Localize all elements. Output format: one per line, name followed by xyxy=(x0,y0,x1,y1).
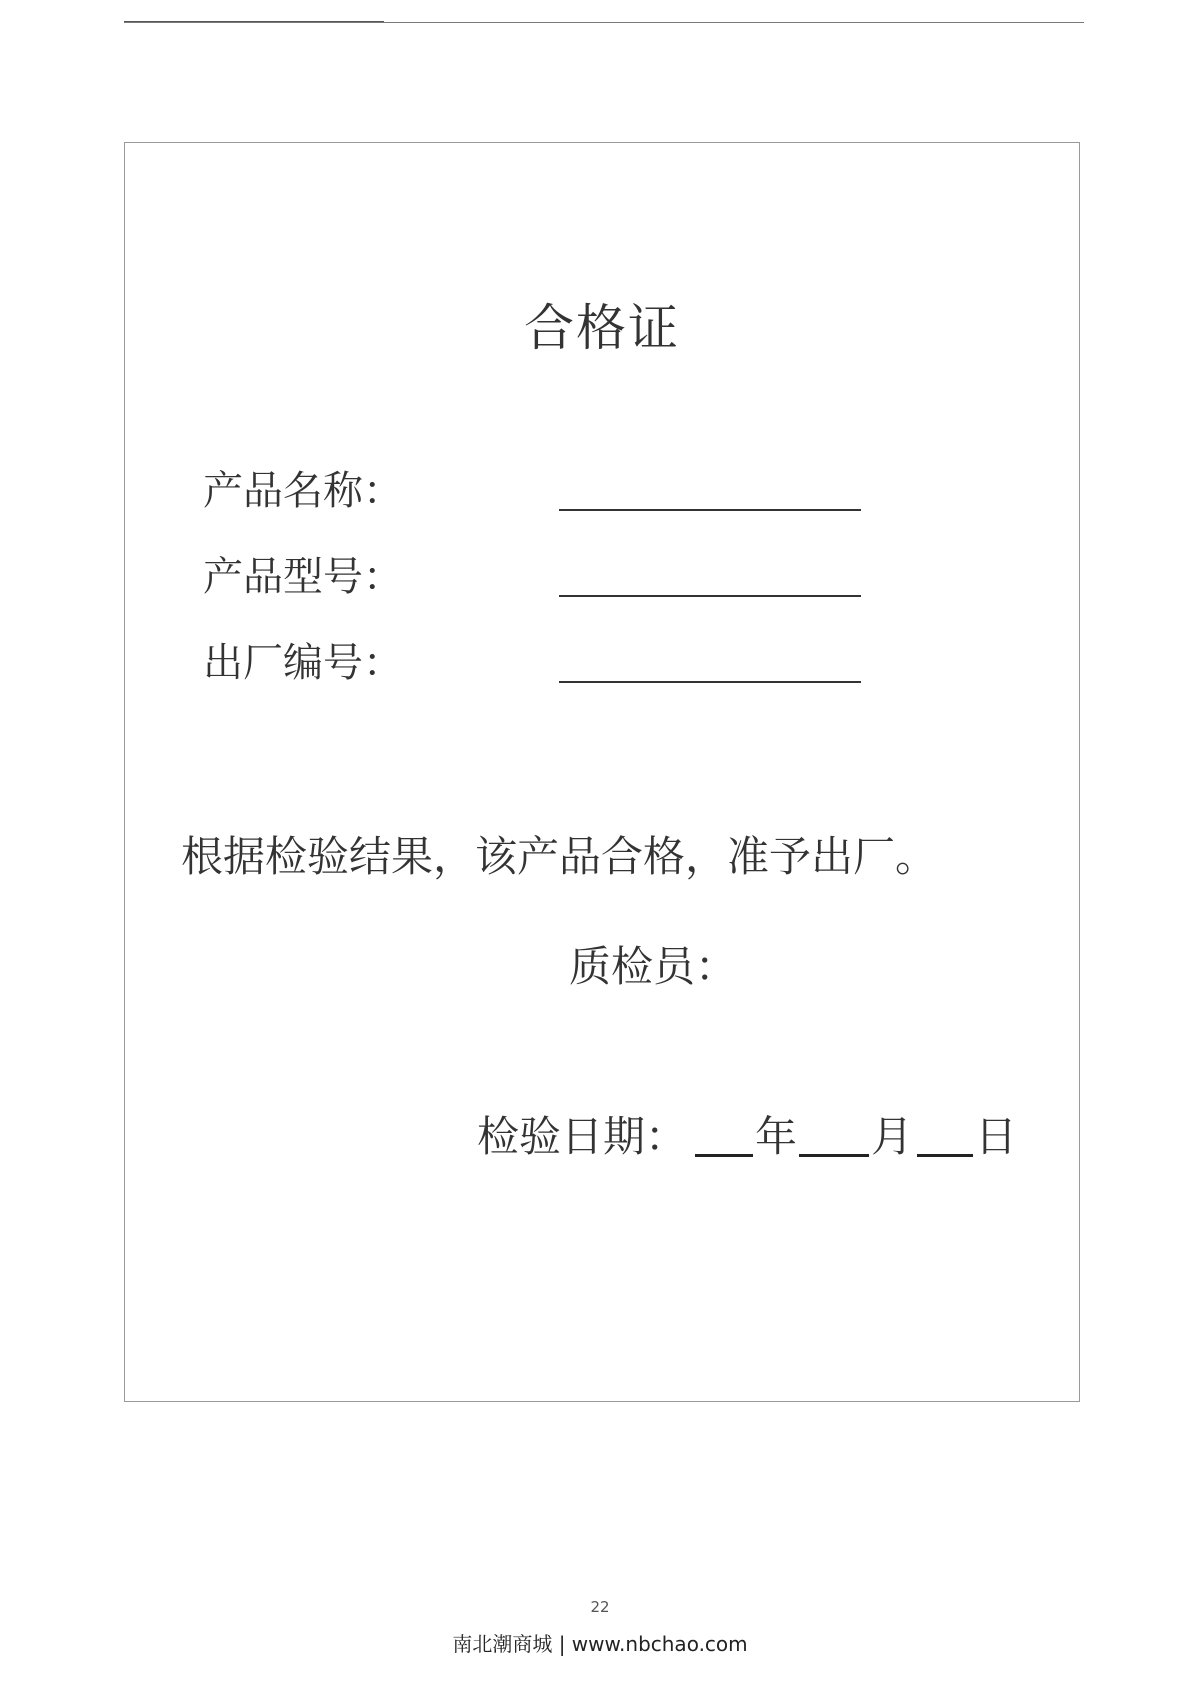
field-label: 出厂编号： xyxy=(203,640,403,686)
inspection-date-row xyxy=(477,1105,1037,1165)
month-blank xyxy=(799,1154,869,1157)
certificate-title: 合格证 xyxy=(524,299,680,357)
year-blank xyxy=(695,1154,753,1157)
inspector-label: 质检员： xyxy=(569,942,738,991)
field-product-model xyxy=(203,549,923,605)
header-rule xyxy=(124,22,1084,23)
inspection-statement: 根据检验结果，该产品合格，准予出厂。 xyxy=(181,832,938,881)
date-label: 检验日期： xyxy=(477,1112,688,1161)
day-unit: 日 xyxy=(975,1112,1018,1161)
field-blank-line xyxy=(559,681,861,683)
month-unit: 月 xyxy=(871,1112,914,1161)
day-blank xyxy=(917,1154,973,1157)
certificate-frame xyxy=(124,142,1080,1402)
year-unit: 年 xyxy=(755,1112,798,1161)
field-label: 产品型号： xyxy=(203,554,403,600)
field-blank-line xyxy=(559,595,861,597)
page-number: 22 xyxy=(590,1598,610,1616)
footer-site-text: 南北潮商城 | www.nbchao.com xyxy=(452,1632,748,1656)
field-blank-line xyxy=(559,509,861,511)
field-product-name xyxy=(203,463,923,519)
field-label: 产品名称： xyxy=(203,468,403,514)
field-serial-number xyxy=(203,635,923,691)
